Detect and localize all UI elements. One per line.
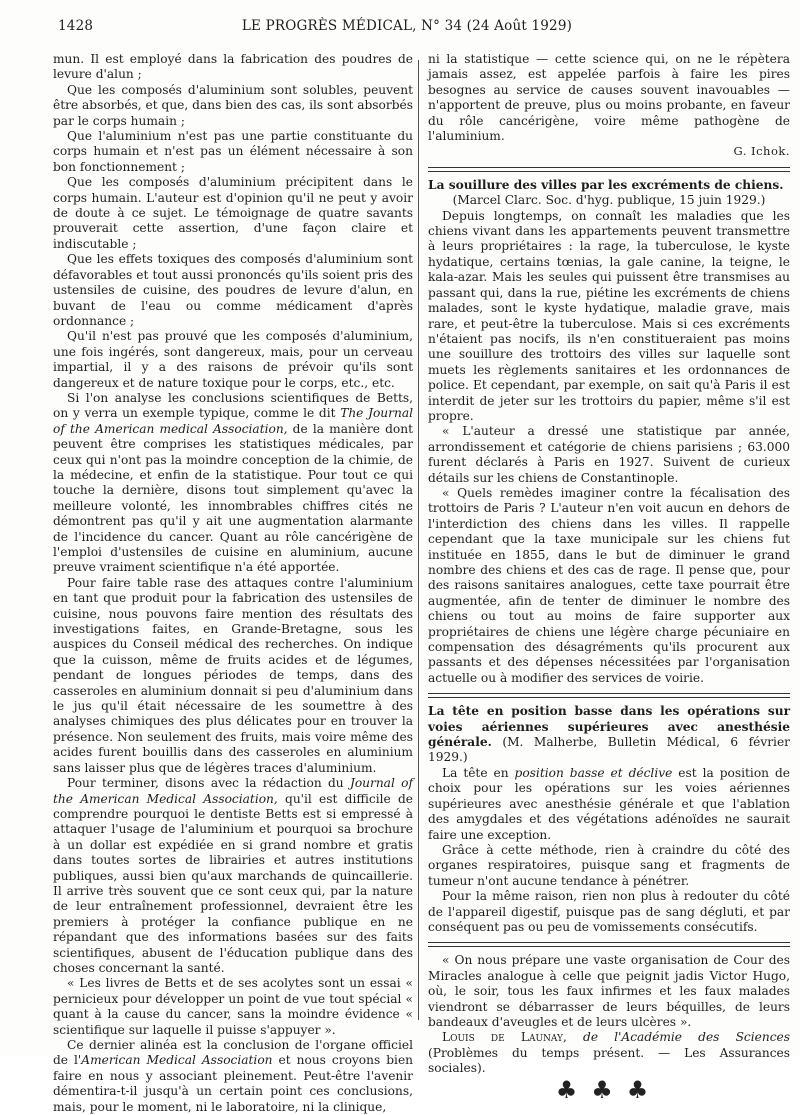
journal-citation: The Journal of the American medical Association, (53, 406, 413, 436)
quote-author: Louis de Launay, (442, 1030, 584, 1045)
left-column (53, 52, 413, 1115)
text-run: Pour terminer, disons avec la rédaction du (67, 776, 350, 791)
text-run: Ce dernier alinéa est la conclusion de l'organe officiel de l' (53, 1038, 413, 1068)
article-heading (428, 704, 790, 766)
article-title: La souillure des villes par les excréments de chiens. (428, 177, 784, 192)
paragraph: Que les effets toxiques des composés d'aluminium sont défavorables et tout aussi prononcés qu'ils soient pris des ustensiles de cuisine, des poudres de levure d'alun, en buvant de l'eau ou comme médicament d'après ordonnance ; (53, 252, 413, 328)
paragraph: Qu'il n'est pas prouvé que les composés d'aluminium, une fois ingérés, sont dangereux, mais, pour un cerveau impartial, il y a des raisons de prévoir qu'ils sont dangereux et de nature toxique pour le corps, etc., etc. (53, 329, 413, 390)
paragraph: mun. Il est employé dans la fabrication des poudres de levure d'alun ; (53, 52, 413, 82)
article-citation: (M. Malherbe, Bulletin Médical, 6 février 1929.) (428, 735, 790, 765)
paragraph: ni la statistique — cette science qui, on ne le répètera jamais assez, est appelée parfois à faire les pires besognes au service de causes souvent inavouables — n'apportent de preuve, plus ou moins probante, en faveur du rôle cancérigène, voire même pathogène de l'aluminium. (428, 52, 790, 144)
quote-paragraph: « On nous prépare une vaste organisation de Cour des Miracles analogue à celle que peignit jadis Victor Hugo, où, le soir, tous les faux infirmes et les faux malades viendront se débarrasser de leurs béquilles, de leurs bandeaux d'aveugles et de leurs ulcères ». (428, 953, 790, 1029)
quote-source: (Problèmes du temps présent. — Les Assurances sociales). (428, 1045, 790, 1076)
paragraph: Pour la même raison, rien non plus à redouter du côté de l'appareil digestif, puisque pas de sang dégluti, et par conséquent pas ou peu de vomissements consécutifs. (428, 889, 790, 934)
paragraph (53, 391, 413, 576)
paragraph: Depuis longtemps, on connaît les maladies que les chiens vivant dans les appartements peuvent transmettre à leurs propriétaires : la rage, la tuberculose, le kyste hydatique, certains tœnias, la gale canine, la teigne, le kala-azar. Mais les seules qui puissent être transmises au passant qui, dans la rue, piétine les excréments de chiens malades, sont le kyste hydatique, maladie grave, mais rare, et peut-être la tuberculose. Mais si ces excréments n'étaient pas nocifs, ils n'en constitueraient pas moins une souillure des trottoirs des villes sur laquelle sont muets les règlements sanitaires et les ordonnances de police. Et cependant, par exemple, on sait qu'à Paris il est interdit de jeter sur les trottoirs du papier, même s'il est propre. (428, 208, 790, 423)
ornament-icon: ♣♣♣ (555, 1075, 663, 1104)
article-title: La tête en position basse dans les opérations sur voies aériennes supérieures avec anesthésie générale. (428, 704, 790, 750)
running-header (58, 18, 756, 38)
paragraph: « Quels remèdes imaginer contre la fécalisation des trottoirs de Paris ? L'auteur n'en voit aucun en dehors de l'interdiction des chiens dans les villes. Il rappelle cependant que la taxe municipale sur les chiens fut instituée en 1855, dans le but de diminuer le grand nombre des chiens et des cas de rage. Il pense que, pour des raisons sanitaires analogues, cette taxe pourrait être augmentée, afin de tenter de diminuer le nombre des chiens ou tout au moins de faire supporter aux propriétaires de chiens une légère charge pécuniaire en compensation des désagréments qu'ils procurent aux passants et des dépenses nécessitées par l'organisation actuelle ou à modifier des services de voirie. (428, 485, 790, 685)
paragraph: Que l'aluminium n'est pas une partie constituante du corps humain et n'est pas un élément nécessaire à son bon fonctionnement ; (53, 129, 413, 174)
text-run: est la position de choix pour les opérations sur les voies aériennes supérieures avec anesthésie générale et que l'ablation des amygdales et des végétations adénoïdes ne saurait faire une exception. (428, 765, 790, 842)
paragraph: Grâce à cette méthode, rien à craindre du côté des organes respiratoires, puisque sang et fragments de tumeur n'ont aucune tendance à pénétrer. (428, 842, 790, 888)
paragraph (53, 1038, 413, 1115)
text-run: et nous croyons bien faire en nous y associant pleinement. Peut-être l'avenir démentira-t-il jusqu'à un certain point ces conclusions, mais, pour le moment, ni le laboratoire, ni la clinique, (53, 1053, 414, 1114)
text-run: qu'il est difficile de comprendre pourquoi le dentiste Betts est si empressé à attaquer l'usage de l'aluminium et pourquoi sa brochure à un dollar est expédiée en si grand nombre et gratis dans toutes sortes de librairies et autres institutions publiques, aussi bien qu'aux marchands de quincaillerie. Il arrive très souvent que ce sont ceux qui, par la nature de leur entraînement professionnel, devraient être les premiers à protéger la confiance publique en ne répandant que des informations basées sur des faits scientifiques, abusent de l'éducation publique dans des choses concernant la santé. (53, 791, 413, 975)
right-column (428, 52, 790, 1104)
author-signature: G. Ichok. (733, 144, 790, 159)
section-rule (428, 942, 790, 947)
text-run: Si l'on analyse les conclusions scientifiques de Betts, on y verra un exemple typique, comme le dit (53, 390, 413, 421)
paragraph: « Les livres de Betts et de ses acolytes sont un essai « pernicieux pour développer un point de vue tout spécial « quant à la cause du cancer, sans la moindre évidence « scientifique sur laquelle il puisse s'appuyer ». (53, 976, 413, 1037)
text-run: La tête en (442, 765, 515, 780)
quote-attribution (428, 1030, 790, 1076)
page-number: 1428 (58, 18, 94, 34)
paragraph: Que les composés d'aluminium précipitent dans le corps humain. L'auteur est d'opinion qu'il ne peut y avoir de doute à ce sujet. Le témoignage de quatre savants prouverait cette assertion, d'une façon claire et indiscutable ; (53, 175, 413, 251)
emphasis: position basse et déclive (514, 765, 673, 780)
journal-citation: American Medical Association (81, 1053, 273, 1068)
section-rule (428, 167, 790, 172)
author-affiliation: de l'Académie des Sciences (583, 1030, 790, 1045)
journal-title: LE PROGRÈS MÉDICAL, N° 34 (24 Août 1929) (241, 18, 573, 34)
column-divider (418, 60, 419, 1020)
paragraph (428, 766, 790, 843)
paragraph: Pour faire table rase des attaques contre l'aluminium en tant que produit pour la fabrication des ustensiles de cuisine, nous pouvons faire mention des résultats des investigations faites, en Grande-Bretagne, sous les auspices du Conseil médical des recherches. On indique que la cuisson, même de fruits acides et de légumes, pendant de longues périodes de temps, dans des casseroles en aluminium donnait si peu d'aluminium dans le jus qu'il était nécessaire de les soumettre à des analyses chimiques des plus délicates pour en trouver la présence. Non seulement des fruits, mais voire même des acides furent bouillis dans des casseroles en aluminium sans laisser plus que de légères traces d'aluminium. (53, 575, 413, 775)
paragraph (53, 776, 413, 976)
article-citation: (Marcel Clarc. Soc. d'hyg. publique, 15 juin 1929.) (452, 193, 766, 208)
paragraph: Que les composés d'aluminium sont solubles, peuvent être absorbés, et que, dans bien des cas, ils sont absorbés par le corps humain ; (53, 82, 413, 128)
section-rule (428, 693, 790, 698)
journal-citation: Journal of the American Medical Association, (53, 776, 413, 806)
text-run: de la manière dont peuvent être comprises les statistiques médicales, par ceux qui n'ont pas la moindre conception de la chimie, de la médecine, et enfin de la statistique. Pour tout ce qui touche la dernière, disons tout simplement qu'avec la meilleure volonté, les innombrables chiffres cités ne démontrent pas qu'il y ait une augmentation alarmante de l'incidence du cancer. Quant au rôle cancérigène de l'emploi d'ustensiles de cuisine en aluminium, aucune preuve vraiment scientifique n'a été apportée. (53, 421, 413, 575)
paragraph: « L'auteur a dressé une statistique par année, arrondissement et catégorie de chiens parisiens ; 63.000 furent déclarés à Paris en 1927. Suivent de curieux détails sur les chiens de Constantinople. (428, 424, 790, 485)
